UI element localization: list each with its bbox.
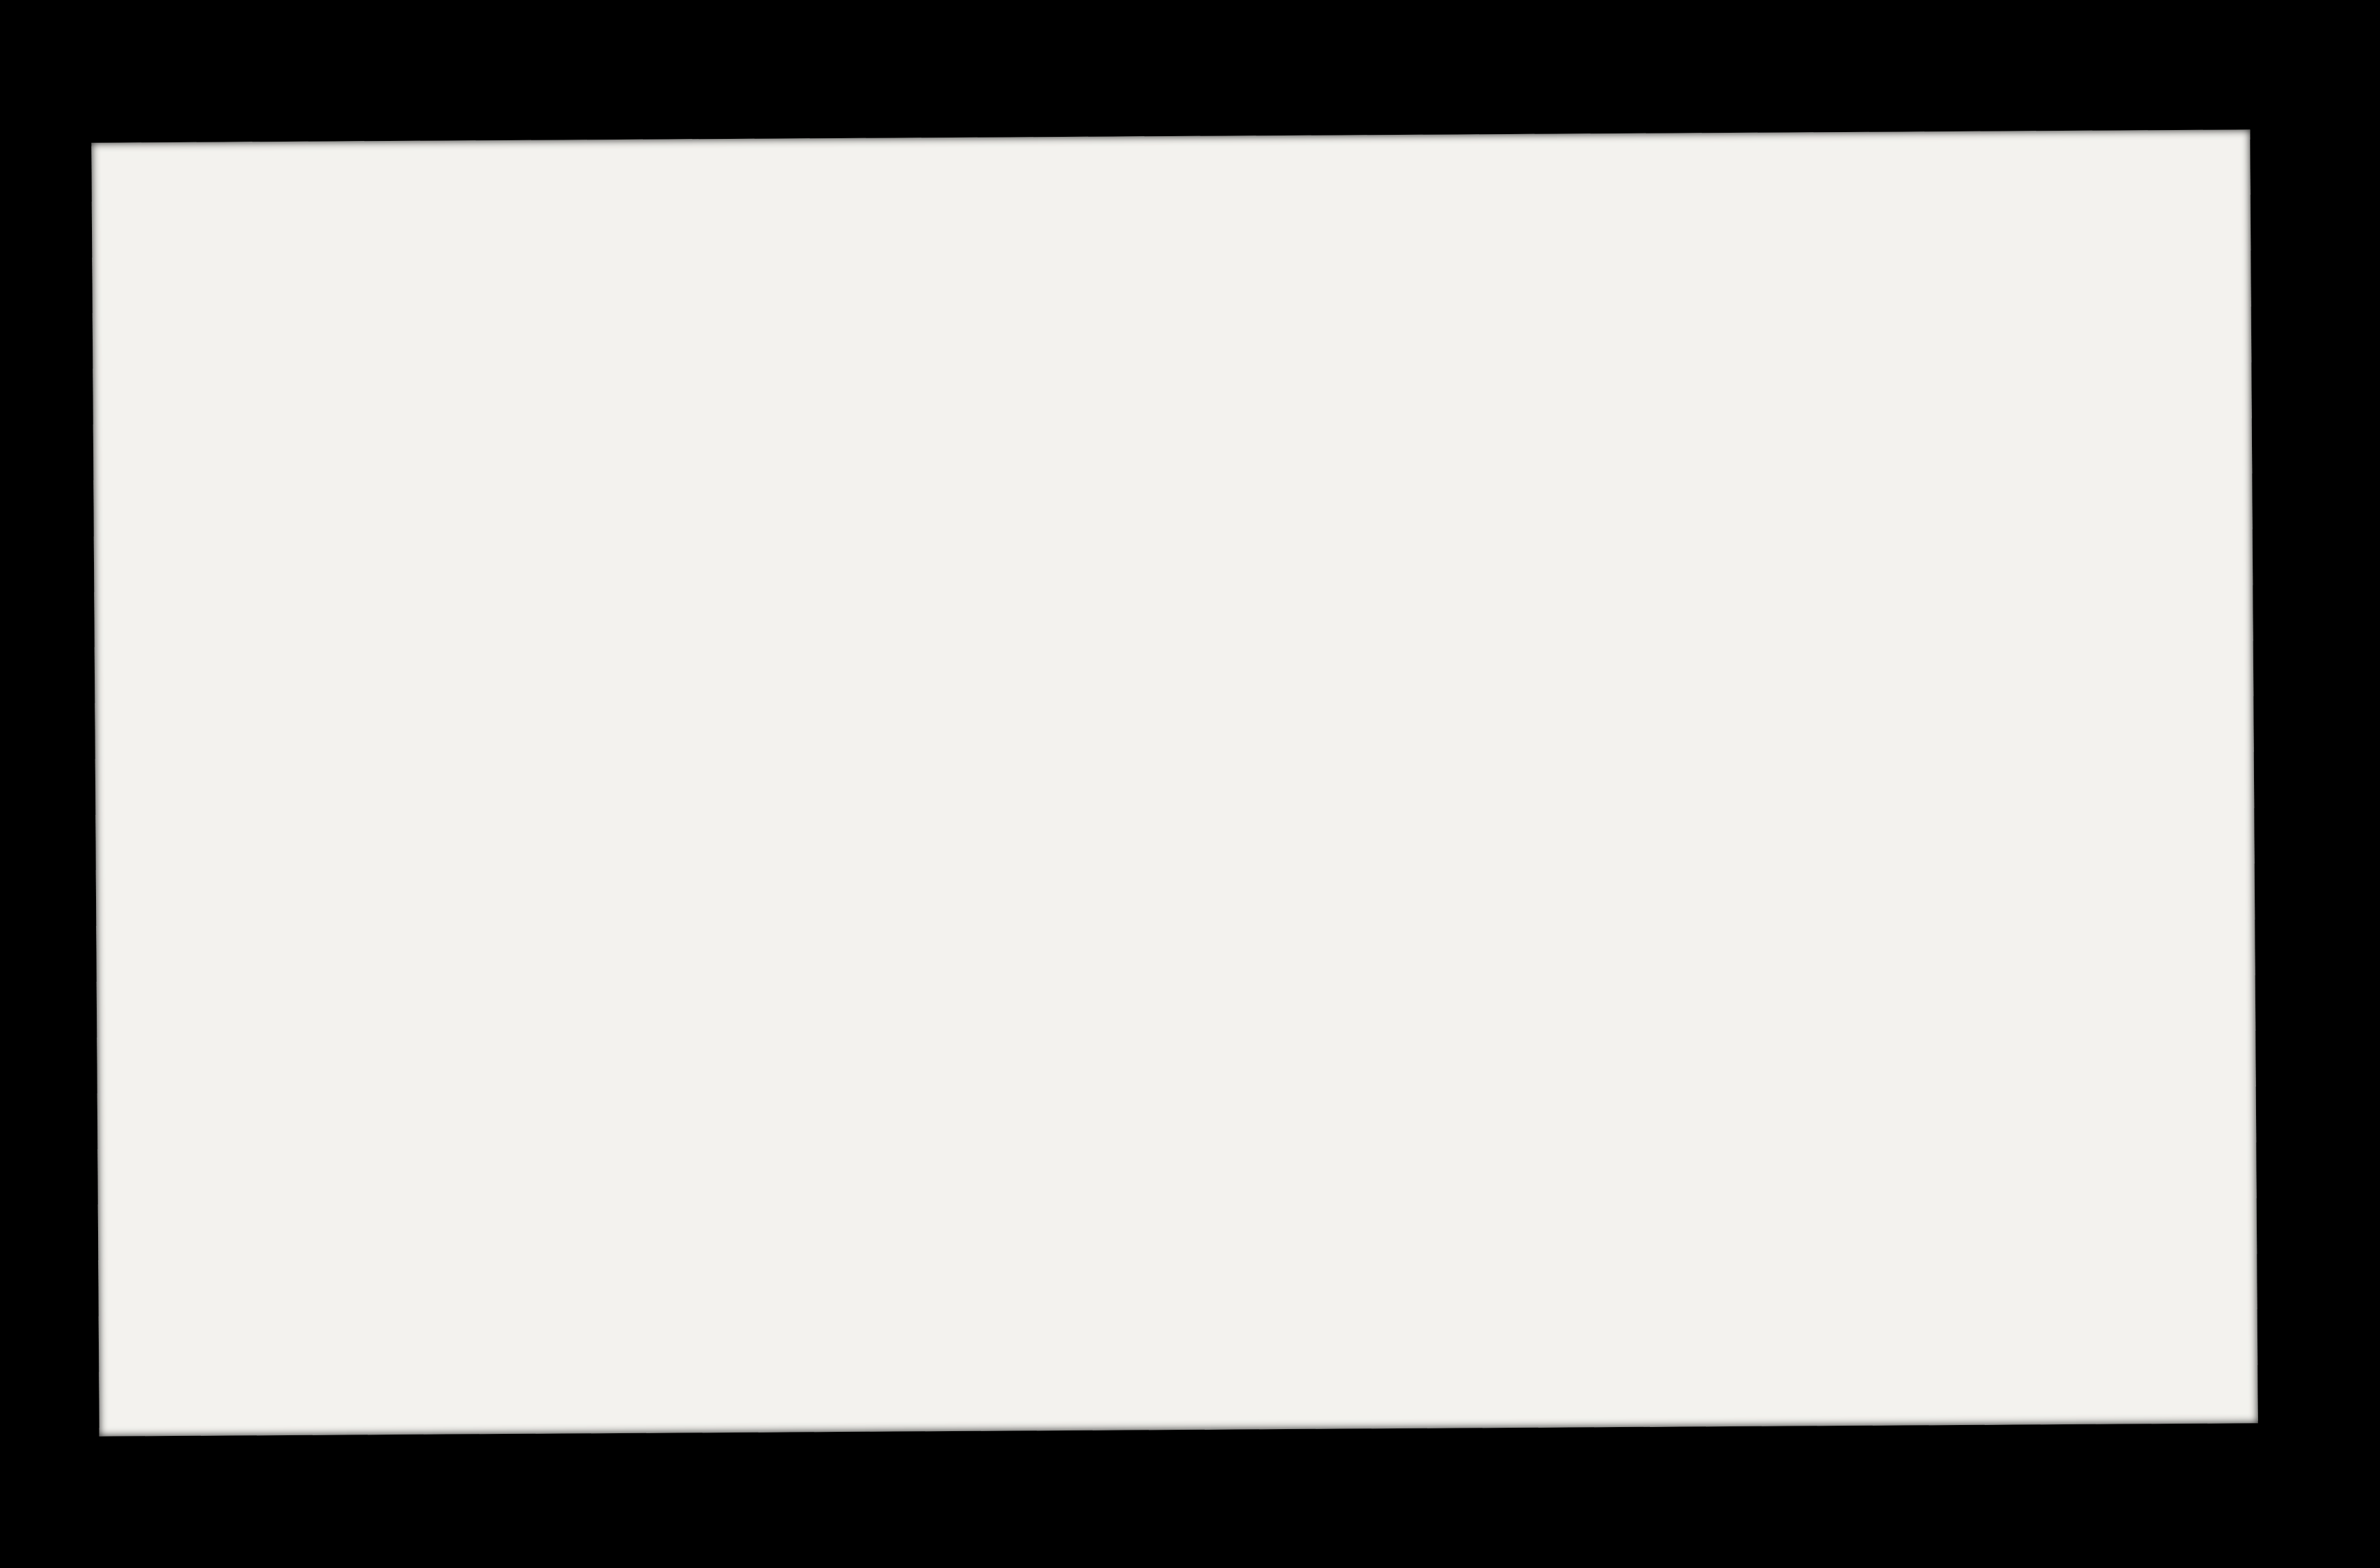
census-card — [91, 129, 2258, 1436]
lease-table — [96, 933, 2257, 1422]
middle-section — [93, 463, 2255, 946]
crop-table — [91, 129, 2252, 476]
